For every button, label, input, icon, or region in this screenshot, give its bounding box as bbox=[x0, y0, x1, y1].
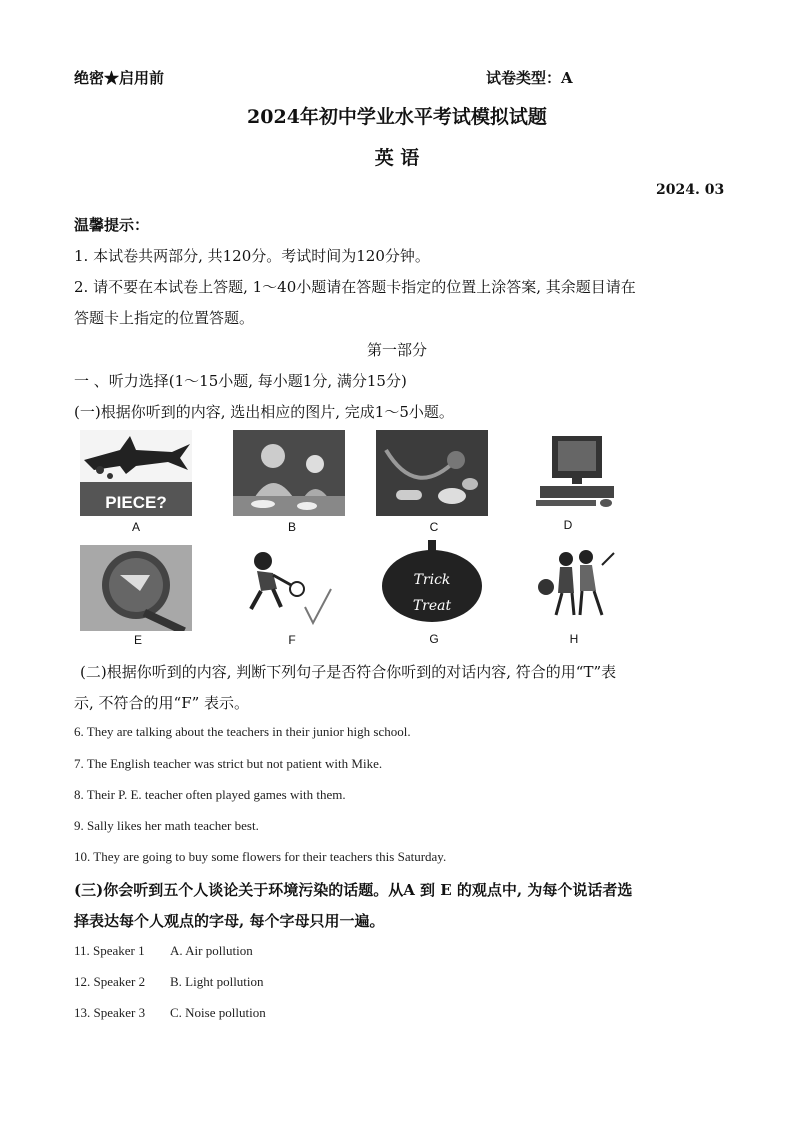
picture-label-g: G bbox=[429, 632, 439, 646]
stethoscope-pills-icon bbox=[376, 430, 488, 516]
section1-sub2-line1: (二)根据你听到的内容, 判断下列句子是否符合你听到的对话内容, 符合的用“T”表 bbox=[80, 663, 617, 681]
poster-text: PIECE? bbox=[105, 493, 167, 512]
picture-label-c: C bbox=[429, 520, 439, 534]
girl-tennis-icon bbox=[233, 545, 345, 631]
picture-b bbox=[233, 430, 345, 516]
computer-icon bbox=[522, 430, 634, 516]
picture-label-h: H bbox=[569, 632, 579, 646]
tf-question-8: 8. Their P. E. teacher often played games with them. bbox=[74, 787, 346, 802]
match-speaker-2: 12. Speaker 2 bbox=[74, 974, 146, 989]
subject-title: 英 语 bbox=[374, 147, 420, 169]
section1-sub2-line2: 示, 不符合的用“F” 表示。 bbox=[74, 694, 250, 712]
match-option-a: A. Air pollution bbox=[170, 943, 253, 958]
picture-label-f: F bbox=[288, 633, 296, 647]
confidential-label: 绝密★启用前 bbox=[74, 69, 165, 87]
frying-pan-icon bbox=[80, 545, 192, 631]
picture-e bbox=[80, 545, 192, 631]
pumpkin-text-2: Treat bbox=[412, 598, 452, 614]
notice-item-2-line2: 答题卡上指定的位置答题。 bbox=[74, 309, 255, 327]
match-option-c: C. Noise pollution bbox=[170, 1005, 266, 1020]
match-speaker-3: 13. Speaker 3 bbox=[74, 1005, 146, 1020]
family-dinner-icon bbox=[233, 430, 345, 516]
tf-question-10: 10. They are going to buy some flowers for their teachers this Saturday. bbox=[74, 849, 447, 864]
exam-date: 2024. 03 bbox=[656, 182, 725, 198]
pumpkin-text-1: Trick bbox=[413, 572, 451, 588]
picture-f bbox=[233, 545, 345, 631]
match-option-b: B. Light pollution bbox=[170, 974, 264, 989]
match-speaker-1: 11. Speaker 1 bbox=[74, 943, 145, 958]
picture-a bbox=[80, 430, 192, 516]
section1-sub1: (一)根据你听到的内容, 选出相应的图片, 完成1～5小题。 bbox=[74, 403, 454, 421]
picture-g bbox=[376, 540, 488, 626]
picture-label-d: D bbox=[563, 518, 573, 532]
picture-c bbox=[376, 430, 488, 516]
part-title: 第一部分 bbox=[366, 341, 427, 359]
picture-label-e: E bbox=[133, 633, 142, 647]
tf-question-9: 9. Sally likes her math teacher best. bbox=[74, 818, 259, 833]
section1-heading: 一 、听力选择(1～15小题, 每小题1分, 满分15分) bbox=[74, 372, 407, 390]
kids-basketball-icon bbox=[522, 545, 634, 631]
picture-d bbox=[522, 430, 634, 516]
section1-sub3-line1: (三)你会听到五个人谈论关于环境污染的话题。从A 到 E 的观点中, 为每个说话者选 bbox=[74, 881, 633, 899]
pumpkin-icon bbox=[376, 540, 488, 626]
notice-item-2-line1: 2. 请不要在本试卷上答题, 1～40小题请在答题卡指定的位置上涂答案, 其余题目请在 bbox=[74, 278, 636, 296]
paper-type-label: 试卷类型：A bbox=[486, 69, 573, 87]
notice-item-1: 1. 本试卷共两部分, 共120分。考试时间为120分钟。 bbox=[74, 247, 430, 265]
exam-title: 2024年初中学业水平考试模拟试题 bbox=[247, 106, 547, 128]
notice-heading: 温馨提示： bbox=[74, 216, 150, 234]
tf-question-7: 7. The English teacher was strict but not patient with Mike. bbox=[74, 756, 383, 771]
tf-question-6: 6. They are talking about the teachers in their junior high school. bbox=[74, 724, 411, 739]
section1-sub3-line2: 择表达每个人观点的字母, 每个字母只用一遍。 bbox=[74, 912, 385, 930]
picture-label-b: B bbox=[287, 520, 296, 534]
picture-label-a: A bbox=[131, 520, 140, 534]
picture-h bbox=[522, 545, 634, 631]
shark-poster-icon bbox=[80, 430, 192, 516]
